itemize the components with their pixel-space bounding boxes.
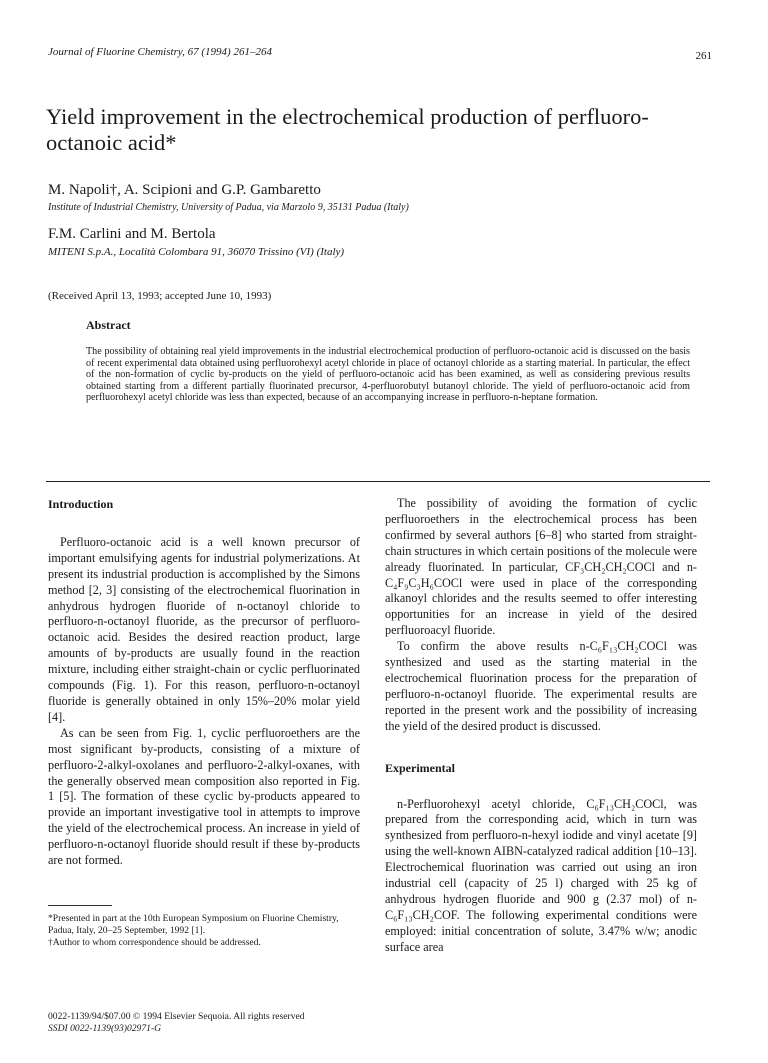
received-dates: (Received April 13, 1993; accepted June 10, 1993) bbox=[48, 290, 272, 302]
introduction-heading: Introduction bbox=[48, 497, 114, 511]
footnote-divider bbox=[48, 905, 112, 906]
author-names-2: F.M. Carlini and M. Bertola bbox=[48, 226, 216, 242]
right-column bbox=[385, 496, 697, 956]
journal-citation: Journal of Fluorine Chemistry, 67 (1994) 261–264 bbox=[48, 46, 272, 58]
copyright-block bbox=[48, 1011, 305, 1035]
footnote-presented: *Presented in part at the 10th European Symposium on Fluorine Chemistry, Padua, Italy, 20–25 September, 1992 [1]. bbox=[48, 913, 339, 936]
introduction-paragraph-1: Perfluoro-octanoic acid is a well known precursor of important emulsifying agents for industrial polymerizations. At present its industrial production is accomplished by the Simons method [2, 3] consisting of the electrochemical fluorination in anhydrous hydrogen fluoride of n-octanoyl chloride to perfluoro-n-octanoyl fluoride, as the precursor of perfluoro-octanoic acid. Besides the desired reaction product, large amounts of by-products are usually found in the reaction mixture, including either straight-chain or cyclic perfluorinated compounds (Fig. 1). For this reason, perfluoro-n-octanoyl fluoride is generally obtained in only 15%–20% molar yield [4]. bbox=[48, 534, 360, 724]
footnote-correspondence: †Author to whom correspondence should be addressed. bbox=[48, 937, 261, 948]
introduction-paragraph-2: As can be seen from Fig. 1, cyclic perfluoroethers are the most significant by-products, consisting of a mixture of perfluoro-2-alkyl-oxolanes and perfluoro-2-alkyl-oxanes, with the generally observed mean composition also reported in Fig. 1 [5]. The formation of these cyclic by-products appeared to provide an important investigative tool in attempts to improve the yield of the electrochemical process. An increase in yield of perfluoro-n-octanoyl fluoride should result if these by-products are not formed. bbox=[48, 725, 360, 868]
right-paragraph-2: To confirm the above results n-C₆F₁₃CH₂COCl was synthesized and used as the starting material in the electrochemical fluorination process for the preparation of perfluoro-n-octanoyl fluoride. The experimental results are reported in the present work and the possibility of increasing the yield of the desired product is discussed. bbox=[385, 639, 697, 733]
left-column bbox=[48, 497, 360, 869]
page-number: 261 bbox=[695, 50, 712, 62]
author-affiliation-1: Institute of Industrial Chemistry, University of Padua, via Marzolo 9, 35131 Padua (Italy) bbox=[48, 202, 409, 213]
abstract-text: The possibility of obtaining real yield improvements in the industrial electrochemical production of perfluoro-octanoic acid is discussed on the basis of recent experimental data obtained using perfluorohexyl acetyl chloride in place of octanoyl chloride as a starting material. In particular, the effect of the non-formation of cyclic by-products on the yield of perfluoro-octanoic acid has been examined, as well as considering previous results obtained starting from a different partially fluorinated precursor, 4-perfluorobutyl butanoyl chloride. The yield of perfluoro-octanoic acid from perfluorohexyl acetyl chloride was less than expected, because of an accompanying increase in perfluoro-n-heptane formation. bbox=[86, 346, 690, 404]
right-paragraph-1: The possibility of avoiding the formation of cyclic perfluoroethers in the electrochemical process has been confirmed by several authors [6–8] who started from straight-chain structures in which certain positions of the molecule were already fluorinated. In particular, CF₃CH₂CH₂COCl and n-C₄F₉C₃H₆COCl were used in place of the corresponding alkanoyl chlorides and the results seemed to offer interesting opportunities for an increase in yield of the desired perfluoroacyl fluoride. bbox=[385, 496, 697, 638]
copyright-line: 0022-1139/94/$07.00 © 1994 Elsevier Sequoia. All rights reserved bbox=[48, 1011, 305, 1022]
experimental-heading: Experimental bbox=[385, 760, 455, 775]
author-names-1: M. Napoli†, A. Scipioni and G.P. Gambaretto bbox=[48, 182, 321, 198]
experimental-paragraph-1: n-Perfluorohexyl acetyl chloride, C₆F₁₃CH₂COCl, was prepared from the corresponding acid, which in turn was synthesized from perfluoro-n-hexyl iodide and vinyl acetate [9] using the well-known AIBN-catalyzed radical addition [10–13]. Electrochemical fluorination was carried out using an iron industrial cell (capacity of 25 l) charged with 25 kg of anhydrous hydrogen fluoride and 900 g (2.37 mol) of n-C₆F₁₃CH₂COF. The following experimental conditions were employed: initial concentration of solute, 3.47% w/w; anodic surface area bbox=[385, 796, 697, 954]
author-affiliation-2: MITENI S.p.A., Località Colombara 91, 36070 Trissino (VI) (Italy) bbox=[48, 246, 345, 258]
paper-title: Yield improvement in the electrochemical production of perfluoro-octanoic acid* bbox=[46, 104, 649, 155]
abstract-heading: Abstract bbox=[86, 318, 131, 332]
section-divider bbox=[46, 481, 710, 482]
ssdi-line: SSDI 0022-1139(93)02971-G bbox=[48, 1023, 162, 1034]
